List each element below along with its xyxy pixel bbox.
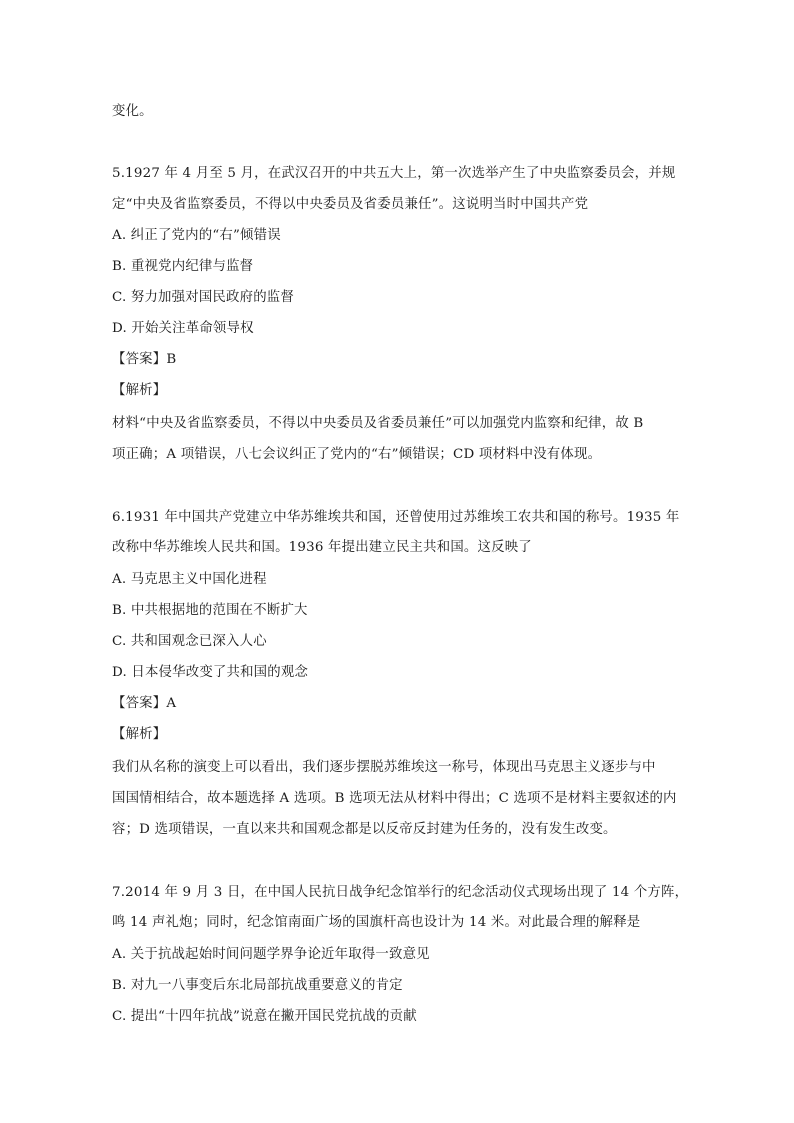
question-stem-line: 7.2014 年 9 月 3 日，在中国人民抗日战争纪念馆举行的纪念活动仪式现场出现了 14 个方阵， — [112, 885, 689, 900]
analysis-line: 我们从名称的演变上可以看出，我们逐步摆脱苏维埃这一称号，体现出马克思主义逐步与中 — [112, 760, 656, 775]
option-d: D. 开始关注革命领导权 — [112, 321, 254, 336]
question-stem-line: 定“中央及省监察委员，不得以中央委员及省委员兼任”。这说明当时中国共产党 — [112, 197, 589, 212]
question-stem-line: 改称中华苏维埃人民共和国。1936 年提出建立民主共和国。这反映了 — [112, 540, 532, 555]
analysis-line: 容；D 选项错误，一直以来共和国观念都是以反帝反封建为任务的，没有发生改变。 — [112, 822, 617, 837]
option-d: D. 日本侵华改变了共和国的观念 — [112, 665, 309, 680]
question-stem-line: 鸣 14 声礼炮；同时，纪念馆南面广场的国旗杆高也设计为 14 米。对此最合理的解释是 — [112, 915, 641, 930]
option-b: B. 重视党内纪律与监督 — [112, 259, 254, 274]
analysis-line: 国国情相结合，故本题选择 A 选项。B 选项无法从材料中得出；C 选项不是材料主要叙述的内 — [112, 791, 677, 806]
option-b: B. 对九一八事变后东北局部抗战重要意义的肯定 — [112, 978, 403, 993]
option-c: C. 共和国观念已深入人心 — [112, 634, 267, 649]
answer-label: 【答案】B — [112, 352, 177, 367]
option-a: A. 关于抗战起始时间问题学界争论近年取得一致意见 — [112, 947, 430, 962]
analysis-line: 材料“中央及省监察委员，不得以中央委员及省委员兼任”可以加强党内监察和纪律，故 B — [112, 416, 644, 431]
option-b: B. 中共根据地的范围在不断扩大 — [112, 603, 308, 618]
option-c: C. 努力加强对国民政府的监督 — [112, 290, 294, 305]
analysis-label: 【解析】 — [112, 383, 167, 398]
answer-label: 【答案】A — [112, 696, 177, 711]
question-stem-line: 5.1927 年 4 月至 5 月，在武汉召开的中共五大上，第一次选举产生了中央监察委员会，并规 — [112, 166, 676, 181]
analysis-line: 项正确；A 项错误，八七会议纠正了党内的“右”倾错误；CD 项材料中没有体现。 — [112, 447, 602, 462]
option-a: A. 纠正了党内的“右”倾错误 — [112, 228, 281, 243]
analysis-label: 【解析】 — [112, 727, 167, 742]
intro-tail: 变化。 — [112, 104, 153, 119]
option-c: C. 提出“十四年抗战”说意在撇开国民党抗战的贡献 — [112, 1009, 417, 1024]
question-stem-line: 6.1931 年中国共产党建立中华苏维埃共和国，还曾使用过苏维埃工农共和国的称号。1935 年 — [112, 510, 680, 525]
option-a: A. 马克思主义中国化进程 — [112, 572, 267, 587]
